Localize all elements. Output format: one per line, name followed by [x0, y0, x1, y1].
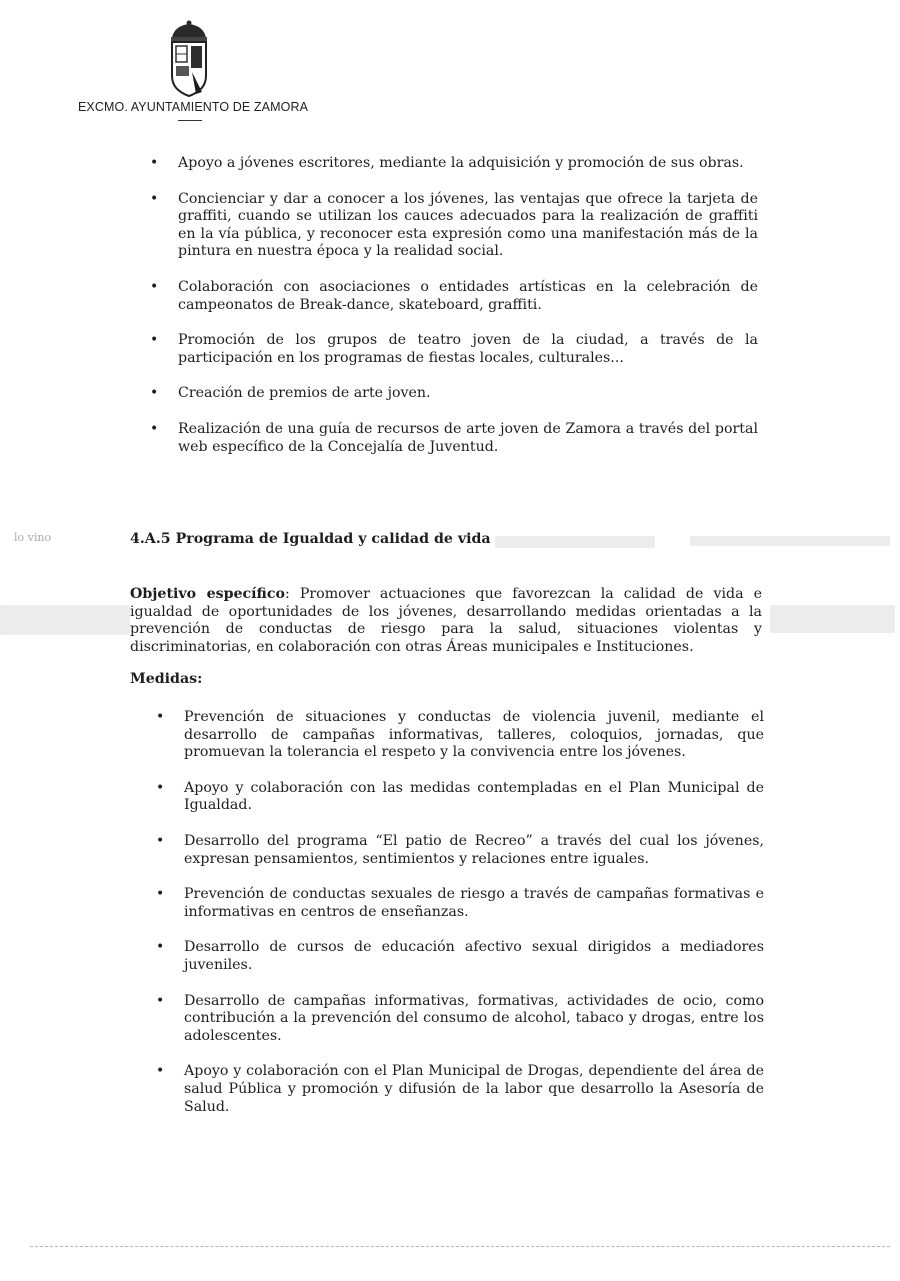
list-item: • Apoyo a jóvenes escritores, mediante la adquisición y promoción de sus obras.: [150, 155, 744, 171]
objective-label: Objetivo específico: [130, 586, 285, 602]
bullet-icon: •: [150, 420, 159, 437]
bullet-icon: •: [156, 939, 165, 956]
objective-text: : Promover actuaciones que favorezcan la calidad de vida e igualdad de oportunidades de los jóvenes, desarrollando medidas orientadas a la prevención de conductas de riesgo para la salud, situaciones violentas y discriminatorias, en colaboración con otras Áreas municipales e Instituciones.: [130, 586, 762, 655]
objective-paragraph: [130, 586, 762, 656]
bullet-icon: •: [150, 278, 159, 295]
list-item: • Prevención de conductas sexuales de riesgo a través de campañas formativas e informativas en centros de enseñanzas.: [156, 886, 764, 920]
bullet-icon: •: [150, 332, 159, 349]
bullet-icon: •: [156, 992, 165, 1009]
list-item: • Concienciar y dar a conocer a los jóvenes, las ventajas que ofrece la tarjeta de graffiti, cuando se utilizan los cauces adecuados para la realización de graffiti en la vía pública, y reconocer esta expresión como una manifestación más de la pintura en nuestra época y la realidad social.: [150, 190, 758, 260]
list-item: • Colaboración con asociaciones o entidades artísticas en la celebración de campeonatos de Break-dance, skateboard, graffiti.: [150, 278, 758, 313]
measures-heading: Medidas:: [130, 671, 203, 687]
organization-name: EXCMO. AYUNTAMIENTO DE ZAMORA: [78, 100, 309, 114]
footer-rule: [30, 1246, 890, 1247]
list-item: • Desarrollo de cursos de educación afectivo sexual dirigidos a mediadores juveniles.: [156, 939, 764, 973]
list-item: • Creación de premios de arte joven.: [150, 385, 431, 402]
bullet-icon: •: [150, 155, 159, 171]
scan-smudge: [770, 605, 895, 633]
scan-smudge: [690, 536, 890, 546]
list-item: • Desarrollo de campañas informativas, formativas, actividades de ocio, como contribución a la prevención del consumo de alcohol, tabaco y drogas, entre los adolescentes.: [156, 992, 764, 1044]
arts-measures-list: [150, 155, 758, 474]
section-title: 4.A.5 Programa de Igualdad y calidad de vida: [130, 531, 491, 547]
equality-measures-list: [156, 709, 764, 1134]
list-item: • Prevención de situaciones y conductas de violencia juvenil, mediante el desarrollo de campañas informativas, talleres, coloquios, jornadas, que promuevan la tolerancia el respeto y la convivencia entre los jóvenes.: [156, 709, 764, 761]
bullet-icon: •: [156, 1063, 165, 1080]
list-item: • Realización de una guía de recursos de arte joven de Zamora a través del portal web específico de la Concejalía de Juventud.: [150, 420, 758, 455]
bullet-icon: •: [150, 190, 159, 207]
header-rule: [178, 120, 202, 121]
bullet-icon: •: [150, 385, 159, 402]
page-header: [0, 0, 900, 130]
bullet-icon: •: [156, 832, 165, 849]
list-item: • Promoción de los grupos de teatro joven de la ciudad, a través de la participación en los programas de fiestas locales, culturales...: [150, 332, 758, 366]
list-item: • Apoyo y colaboración con el Plan Municipal de Drogas, dependiente del área de salud Pública y promoción y difusión de la labor que desarrollo la Asesoría de Salud.: [156, 1063, 764, 1115]
list-item: • Desarrollo del programa “El patio de Recreo” a través del cual los jóvenes, expresan pensamientos, sentimientos y relaciones entre iguales.: [156, 832, 764, 867]
margin-note: lo vino: [14, 531, 52, 544]
list-item: • Apoyo y colaboración con las medidas contempladas en el Plan Municipal de Igualdad.: [156, 779, 764, 814]
scan-smudge: [495, 536, 655, 548]
coat-of-arms-icon: [162, 20, 216, 98]
bullet-icon: •: [156, 886, 165, 903]
bullet-icon: •: [156, 779, 165, 796]
bullet-icon: •: [156, 709, 165, 725]
scan-smudge: [0, 605, 130, 635]
